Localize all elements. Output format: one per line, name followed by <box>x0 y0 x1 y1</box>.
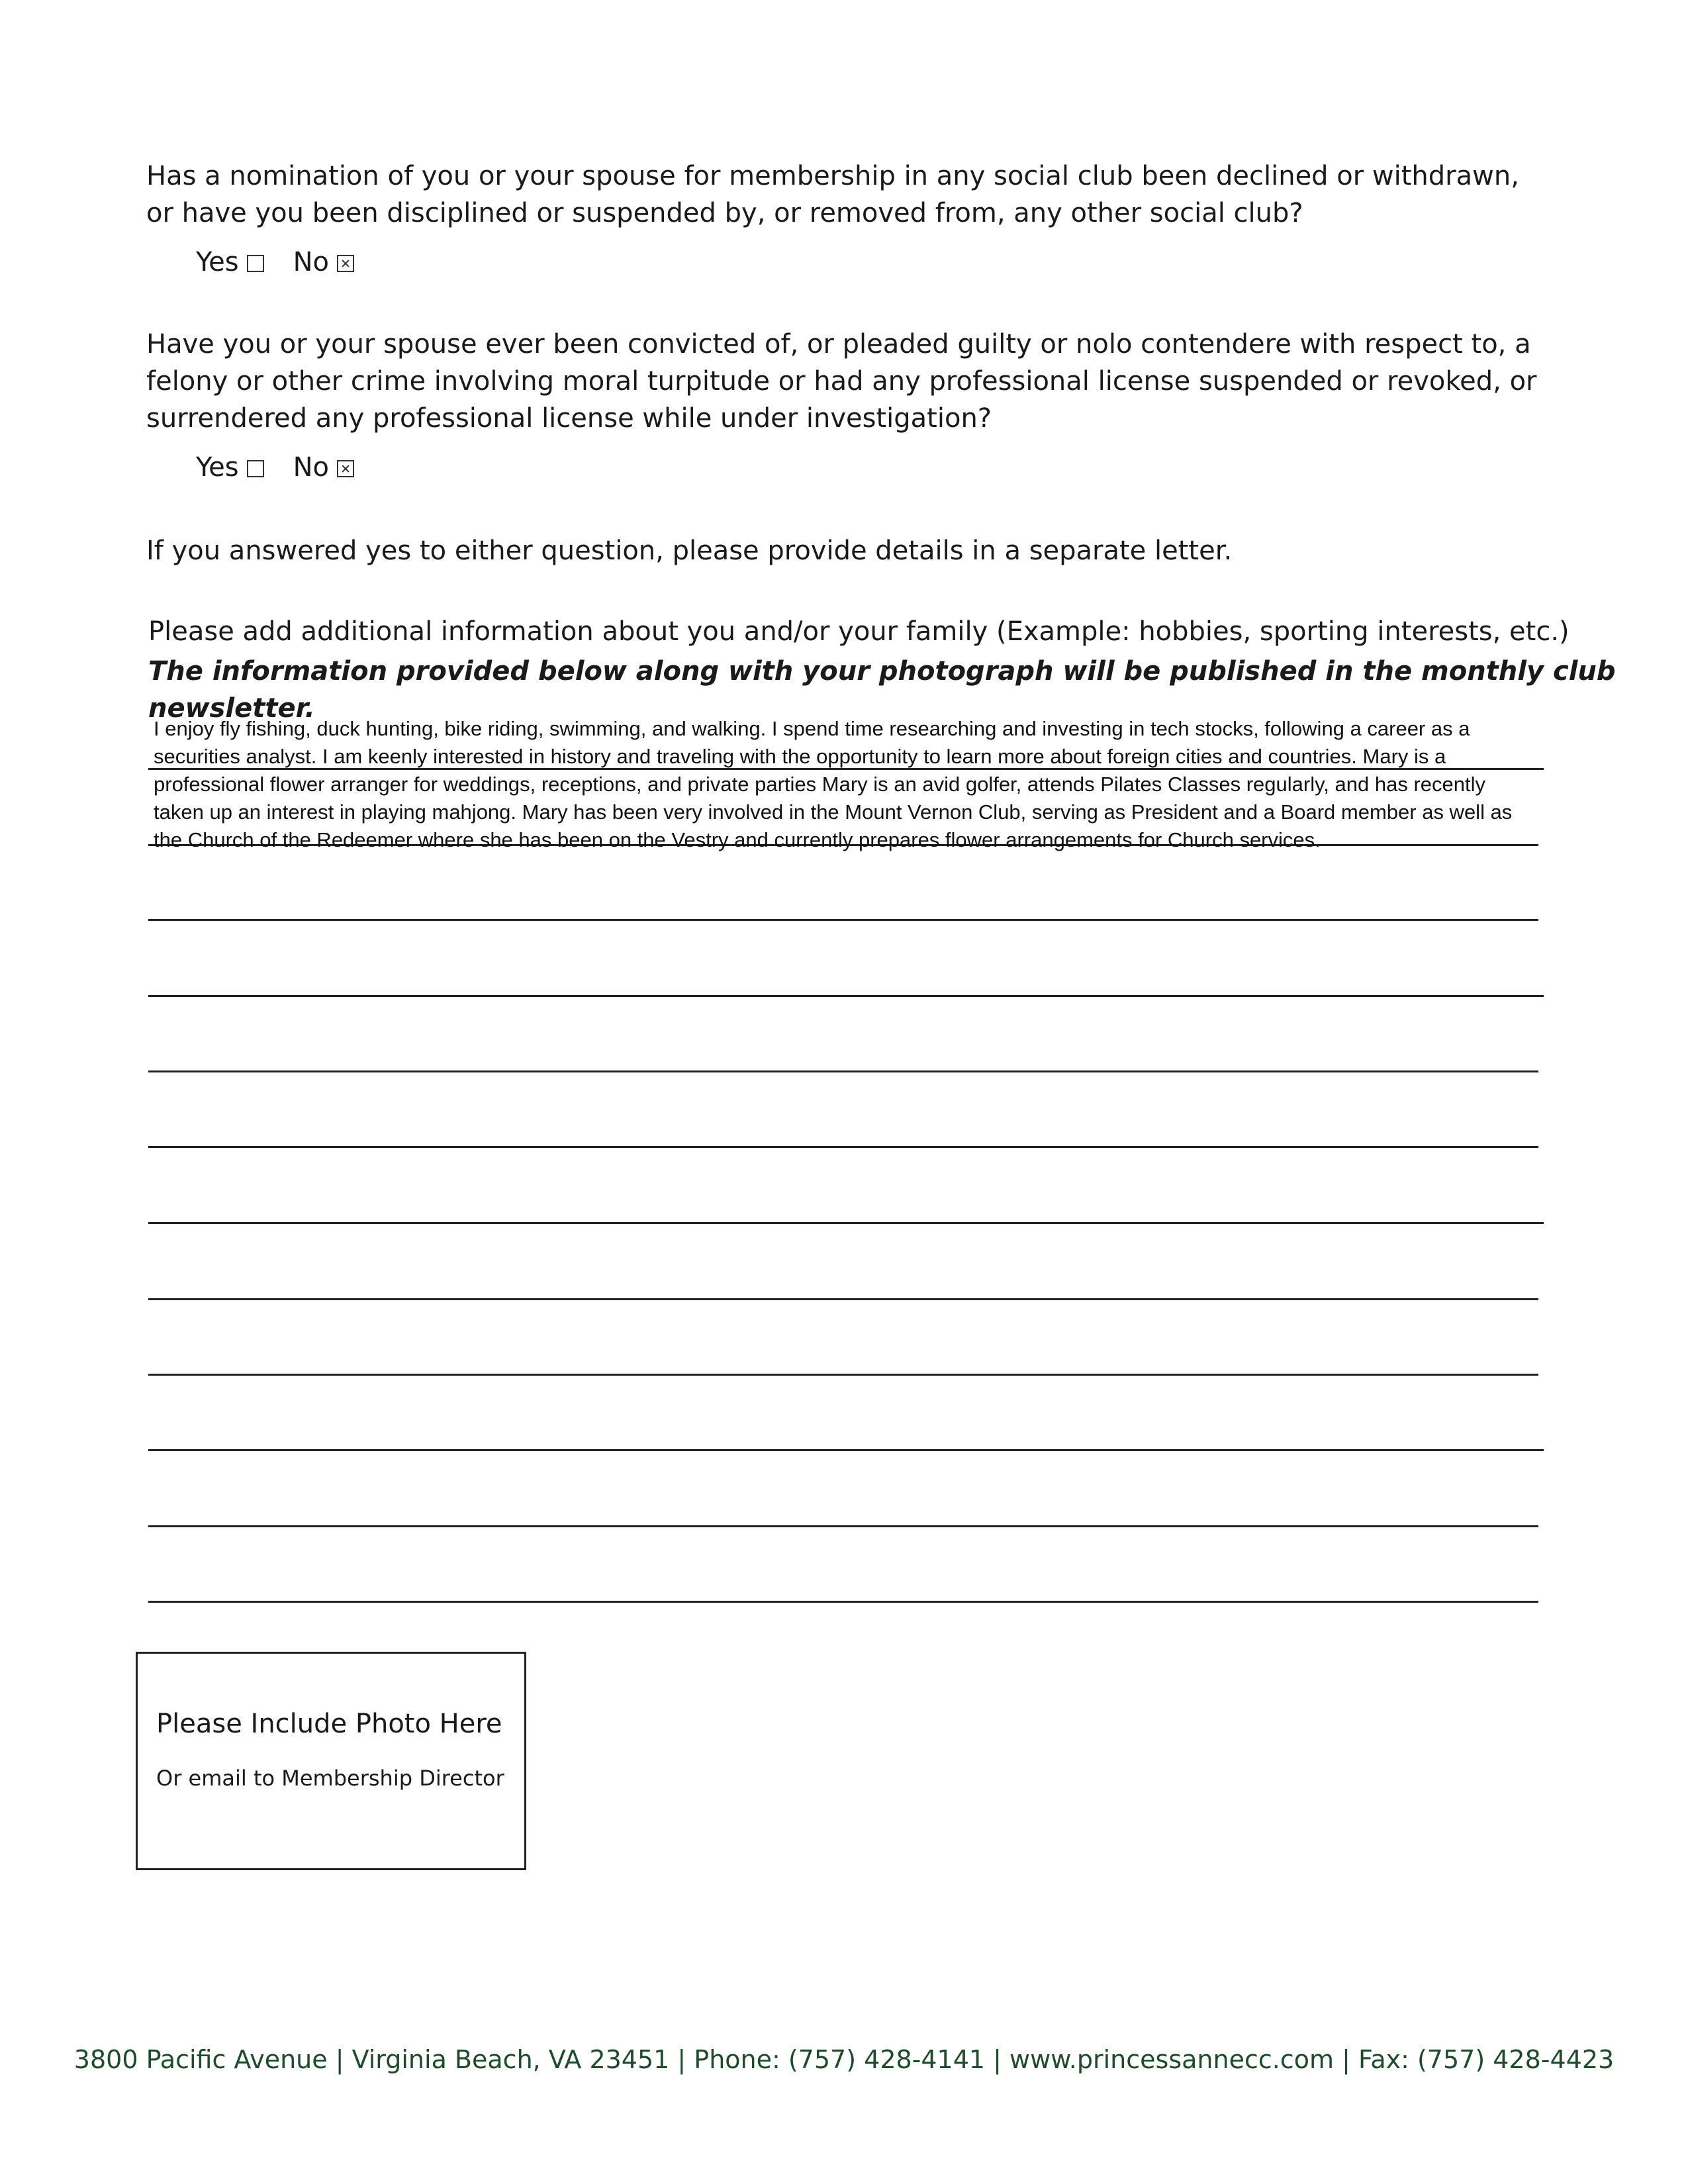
question-2-yes-option[interactable] <box>196 449 264 486</box>
question-2-options <box>196 449 354 486</box>
question-1-no-option[interactable] <box>293 244 354 281</box>
photo-box-title: Please Include Photo Here <box>156 1709 502 1739</box>
writing-line <box>148 995 1544 997</box>
additional-info-text[interactable]: I enjoy fly fishing, duck hunting, bike riding, swimming, and walking. I spend time researching and investing in tech stocks, following a career as a securities analyst. I am keenly interested in history and traveling with the opportunity to learn more about foreign cities and countries. Mary is a professional flower arranger for weddings, receptions, and private parties Mary is an avid golfer, attends Pilates Classes regularly, and has recently taken up an interest in playing mahjong. Mary has been very involved in the Mount Vernon Club, serving as President and a Board member as well as the Church of the Redeemer where she has been on the Vestry and currently prepares flower arrangements for Church services. <box>154 717 1513 851</box>
question-1-yes-checkbox[interactable] <box>247 255 264 272</box>
question-2-text: Have you or your spouse ever been convicted of, or pleaded guilty or nolo contendere with respect to, a felony or other crime involving moral turpitude or had any professional license suspended or revoked, or surrendered any professional license while under investigation? <box>146 329 1537 434</box>
question-2-yes-checkbox[interactable] <box>247 460 264 477</box>
question-1-no-label: No <box>293 247 329 277</box>
writing-line <box>148 1146 1538 1148</box>
question-1-yes-option[interactable] <box>196 244 264 281</box>
question-2-no-checkbox[interactable] <box>337 460 354 477</box>
additional-info-prompt: Please add additional information about you and/or your family (Example: hobbies, sporting interests, etc.) <box>148 616 1570 647</box>
photo-box-subtitle: Or email to Membership Director <box>156 1766 504 1791</box>
question-1-no-checkbox[interactable] <box>337 255 354 272</box>
photo-placeholder-box[interactable] <box>136 1652 526 1870</box>
question-1-yes-label: Yes <box>196 247 239 277</box>
details-note: If you answered yes to either question, please provide details in a separate letter. <box>146 536 1233 566</box>
writing-line <box>148 1449 1544 1451</box>
question-2-yes-label: Yes <box>196 452 239 483</box>
question-2-no-option[interactable] <box>293 449 354 486</box>
footer-contact: 3800 Pacific Avenue | Virginia Beach, VA 23451 | Phone: (757) 428-4141 | www.princessannecc.com | Fax: (757) 428-4423 <box>73 2045 1615 2074</box>
writing-line <box>148 1601 1538 1603</box>
writing-line <box>148 1298 1538 1300</box>
writing-line <box>148 919 1538 921</box>
writing-line <box>148 1525 1538 1527</box>
writing-line <box>148 1222 1544 1224</box>
question-2-no-label: No <box>293 452 329 483</box>
question-1-text: Has a nomination of you or your spouse for membership in any social club been declined or withdrawn, or have you been disciplined or suspended by, or removed from, any other social club? <box>146 161 1519 228</box>
newsletter-note: The information provided below along with your photograph will be published in the monthly club newsletter. <box>148 656 1616 724</box>
writing-line <box>148 1374 1538 1376</box>
question-1-options <box>196 244 354 281</box>
writing-line <box>148 1070 1538 1072</box>
